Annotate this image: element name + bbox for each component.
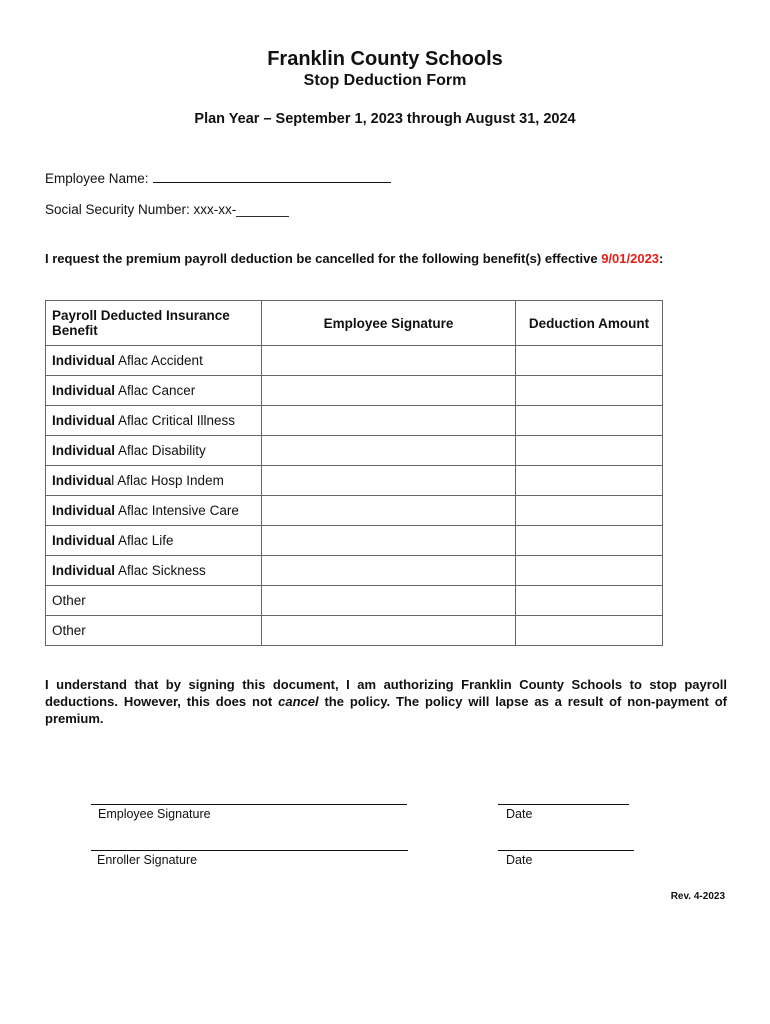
page-title: Franklin County Schools bbox=[267, 48, 503, 70]
request-text: I request the premium payroll deduction be cancelled for the following benefit(s) effective bbox=[45, 251, 602, 266]
ssn-label: Social Security Number: xxx-xx-_______ bbox=[45, 202, 289, 217]
effective-date: 9/01/2023 bbox=[601, 251, 660, 266]
date-label-1: Date bbox=[506, 807, 533, 821]
amount-cell[interactable] bbox=[516, 586, 663, 616]
table-header-row bbox=[46, 301, 663, 346]
benefit-cell: Individual Aflac Intensive Care bbox=[46, 496, 262, 526]
revision-note: Rev. 4-2023 bbox=[670, 891, 725, 902]
plan-year: Plan Year – September 1, 2023 through August 31, 2024 bbox=[194, 111, 576, 127]
amount-cell[interactable] bbox=[516, 466, 663, 496]
signature-cell[interactable] bbox=[262, 586, 516, 616]
table-row bbox=[46, 346, 663, 376]
amount-cell[interactable] bbox=[516, 526, 663, 556]
table-row bbox=[46, 616, 663, 646]
form-subtitle: Stop Deduction Form bbox=[303, 72, 467, 89]
benefit-cell: Individual Aflac Disability bbox=[46, 436, 262, 466]
signature-cell[interactable] bbox=[262, 526, 516, 556]
benefit-cell: Individual Aflac Accident bbox=[46, 346, 262, 376]
benefit-cell: Other bbox=[46, 586, 262, 616]
table-row bbox=[46, 586, 663, 616]
table-row bbox=[46, 466, 663, 496]
benefit-cell: Individual Aflac Sickness bbox=[46, 556, 262, 586]
employee-name-label: Employee Name: bbox=[45, 171, 149, 186]
date-line-2[interactable] bbox=[498, 850, 634, 851]
amount-cell[interactable] bbox=[516, 406, 663, 436]
amount-cell[interactable] bbox=[516, 496, 663, 526]
benefit-cell: Individual Aflac Cancer bbox=[46, 376, 262, 406]
benefit-cell: Individual Aflac Critical Illness bbox=[46, 406, 262, 436]
enroller-signature-label: Enroller Signature bbox=[97, 853, 198, 867]
benefit-cell: Individual Aflac Life bbox=[46, 526, 262, 556]
signature-cell[interactable] bbox=[262, 616, 516, 646]
employee-name-line[interactable] bbox=[153, 170, 391, 183]
authorization-statement: I understand that by signing this document, I am authorizing Franklin County Schools to stop payroll deductions. However, this does not cancel the policy. The policy will lapse as a result of non-payment of premium. bbox=[45, 677, 727, 726]
table-row bbox=[46, 526, 663, 556]
amount-cell[interactable] bbox=[516, 556, 663, 586]
date-label-2: Date bbox=[506, 853, 533, 867]
table-row bbox=[46, 436, 663, 466]
request-suffix: : bbox=[659, 251, 664, 266]
header-benefit: Payroll Deducted Insurance Benefit bbox=[46, 301, 262, 346]
amount-cell[interactable] bbox=[516, 376, 663, 406]
signature-cell[interactable] bbox=[262, 466, 516, 496]
benefits-table bbox=[45, 300, 663, 646]
cancel-emphasis: cancel bbox=[278, 694, 319, 709]
signature-cell[interactable] bbox=[262, 406, 516, 436]
ssn-field bbox=[45, 202, 289, 217]
signature-cell[interactable] bbox=[262, 496, 516, 526]
employee-signature-label: Employee Signature bbox=[98, 807, 211, 821]
signature-cell[interactable] bbox=[262, 436, 516, 466]
benefit-cell: Individual Aflac Hosp Indem bbox=[46, 466, 262, 496]
signature-cell[interactable] bbox=[262, 346, 516, 376]
date-line-1[interactable] bbox=[498, 804, 629, 805]
table-row bbox=[46, 556, 663, 586]
benefit-cell: Other bbox=[46, 616, 262, 646]
header-employee-signature: Employee Signature bbox=[262, 301, 516, 346]
employee-name-field bbox=[45, 170, 391, 186]
table-row bbox=[46, 496, 663, 526]
cancel-request bbox=[45, 251, 663, 266]
enroller-signature-line[interactable] bbox=[91, 850, 408, 851]
employee-signature-line[interactable] bbox=[91, 804, 407, 805]
signature-cell[interactable] bbox=[262, 556, 516, 586]
table-row bbox=[46, 406, 663, 436]
signature-cell[interactable] bbox=[262, 376, 516, 406]
table-row bbox=[46, 376, 663, 406]
amount-cell[interactable] bbox=[516, 346, 663, 376]
header-deduction-amount: Deduction Amount bbox=[516, 301, 663, 346]
amount-cell[interactable] bbox=[516, 436, 663, 466]
amount-cell[interactable] bbox=[516, 616, 663, 646]
